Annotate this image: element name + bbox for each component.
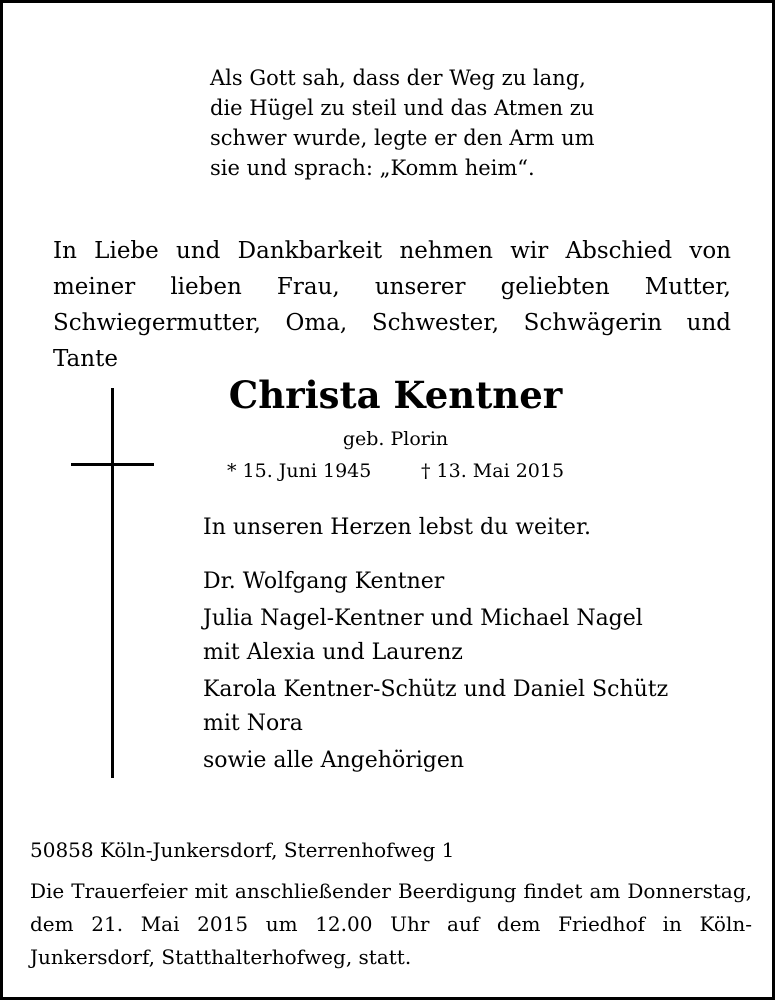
mourner: sowie alle Angehörigen — [203, 748, 465, 773]
mourner: mit Alexia und Laurenz — [203, 640, 463, 665]
mourner: Dr. Wolfgang Kentner — [203, 569, 445, 594]
deceased-name: Christa Kentner — [228, 373, 563, 417]
maiden-name: geb. Plorin — [342, 428, 449, 450]
death-date: † 13. Mai 2015 — [421, 460, 565, 482]
birth-date: * 15. Juni 1945 — [227, 460, 372, 482]
mourner: Julia Nagel-Kentner und Michael Nagel — [203, 606, 643, 631]
verse-line: sie und sprach: „Komm heim“. — [210, 156, 535, 180]
verse-line: Als Gott sah, dass der Weg zu lang, — [210, 66, 586, 90]
mourner: Karola Kentner-Schütz und Daniel Schütz — [203, 677, 669, 702]
mourners-block — [203, 511, 668, 778]
funeral-notice: Die Trauerfeier mit anschließender Beerdigung findet am Donnerstag, dem 21. Mai 2015 um 12.00 Uhr auf dem Friedhof in Köln-Junkersdorf, Statthalterhofweg, statt. — [30, 879, 752, 969]
address: 50858 Köln-Junkersdorf, Sterrenhofweg 1 — [30, 838, 455, 862]
mourner: mit Nora — [203, 711, 303, 736]
intro-text: In Liebe und Dankbarkeit nehmen wir Abschied von meiner lieben Frau, unserer geliebten Mutter, Schwiegermutter, Oma, Schwester, Schwägerin und Tante — [53, 238, 731, 372]
verse — [210, 63, 630, 183]
verse-line: schwer wurde, legte er den Arm um — [210, 126, 595, 150]
verse-line: die Hügel zu steil und das Atmen zu — [210, 96, 595, 120]
cross-icon-bar — [71, 463, 154, 466]
motto: In unseren Herzen lebst du weiter. — [203, 515, 592, 540]
